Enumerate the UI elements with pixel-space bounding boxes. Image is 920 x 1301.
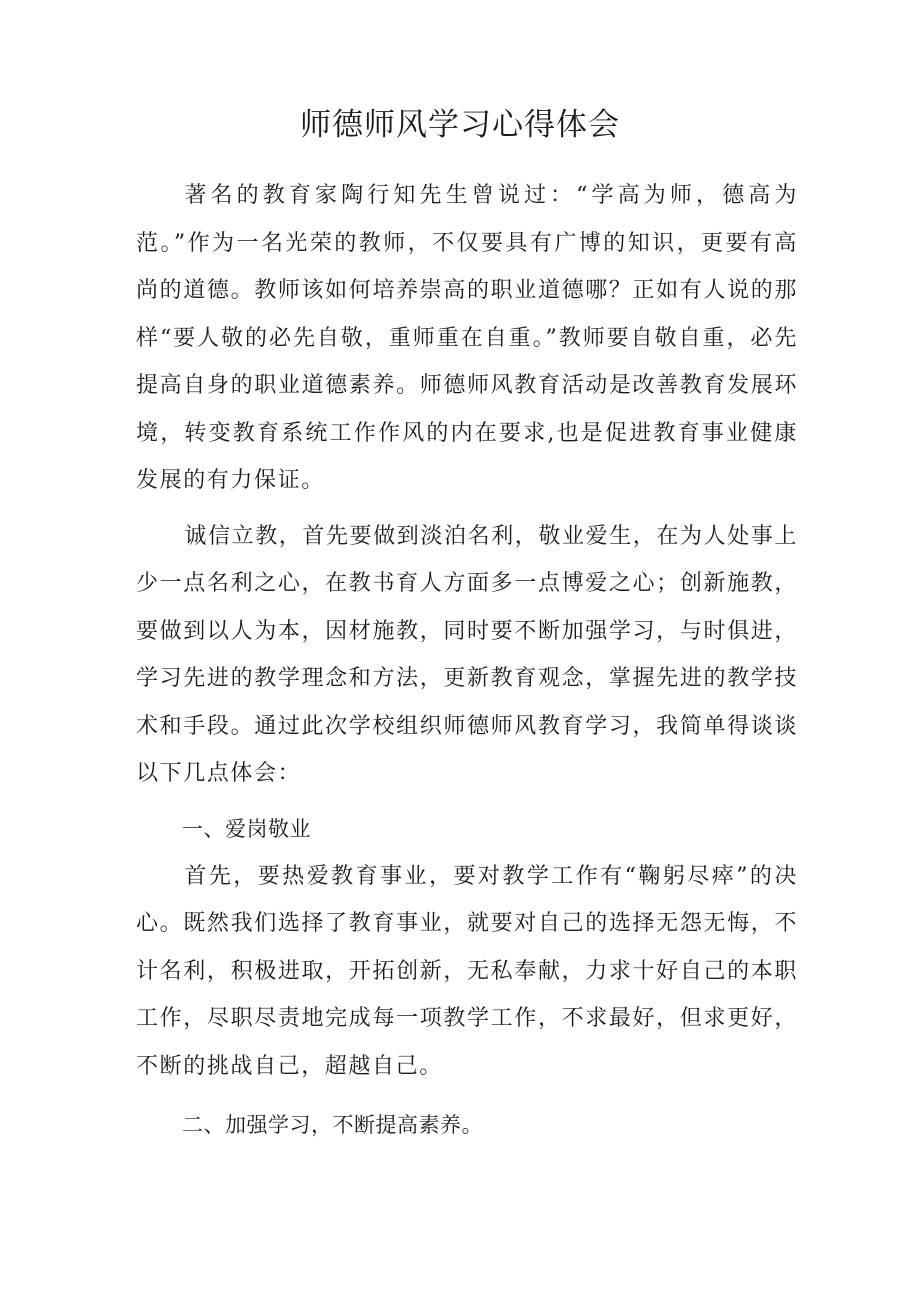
section-heading-2: 二、加强学习，不断提高素养。 — [182, 1113, 483, 1137]
section-1-paragraph: 首先，要热爱教育事业，要对教学工作有“鞠躬尽瘁”的决心。既然我们选择了教育事业，就要对自己的选择无怨无悔，不计名利，积极进取，开拓创新，无私奉献，力求十好自己的本职工作，尽职尽责地完成每一项教学工作，不求最好，但求更好，不断的挑战自己，超越自己。 — [136, 863, 798, 1079]
document-body — [136, 172, 798, 1149]
principles-paragraph: 诚信立教，首先要做到淡泊名利，敬业爱生，在为人处事上少一点名利之心，在教书育人方面多一点博爱之心；创新施教，要做到以人为本，因材施教，同时要不断加强学习，与时俱进，学习先进的教学理念和方法，更新教育观念，掌握先进的教学技术和手段。通过此次学校组织师德师风教育学习，我简单得谈谈以下几点体会： — [136, 523, 798, 786]
page-title: 师德师风学习心得体会 — [300, 107, 620, 143]
section-heading-1: 一、爱岗敬业 — [182, 816, 311, 841]
intro-paragraph: 著名的教育家陶行知先生曾说过：“学高为师，德高为范。”作为一名光荣的教师，不仅要具有广博的知识，更要有高尚的道德。教师该如何培养崇高的职业道德哪？正如有人说的那样“要人敬的必先自敬，重师重在自重。”教师要自敬自重，必先提高自身的职业道德素养。师德师风教育活动是改善教育发展环境，转变教育系统工作作风的内在要求,也是促进教育事业健康发展的有力保证。 — [136, 183, 798, 493]
